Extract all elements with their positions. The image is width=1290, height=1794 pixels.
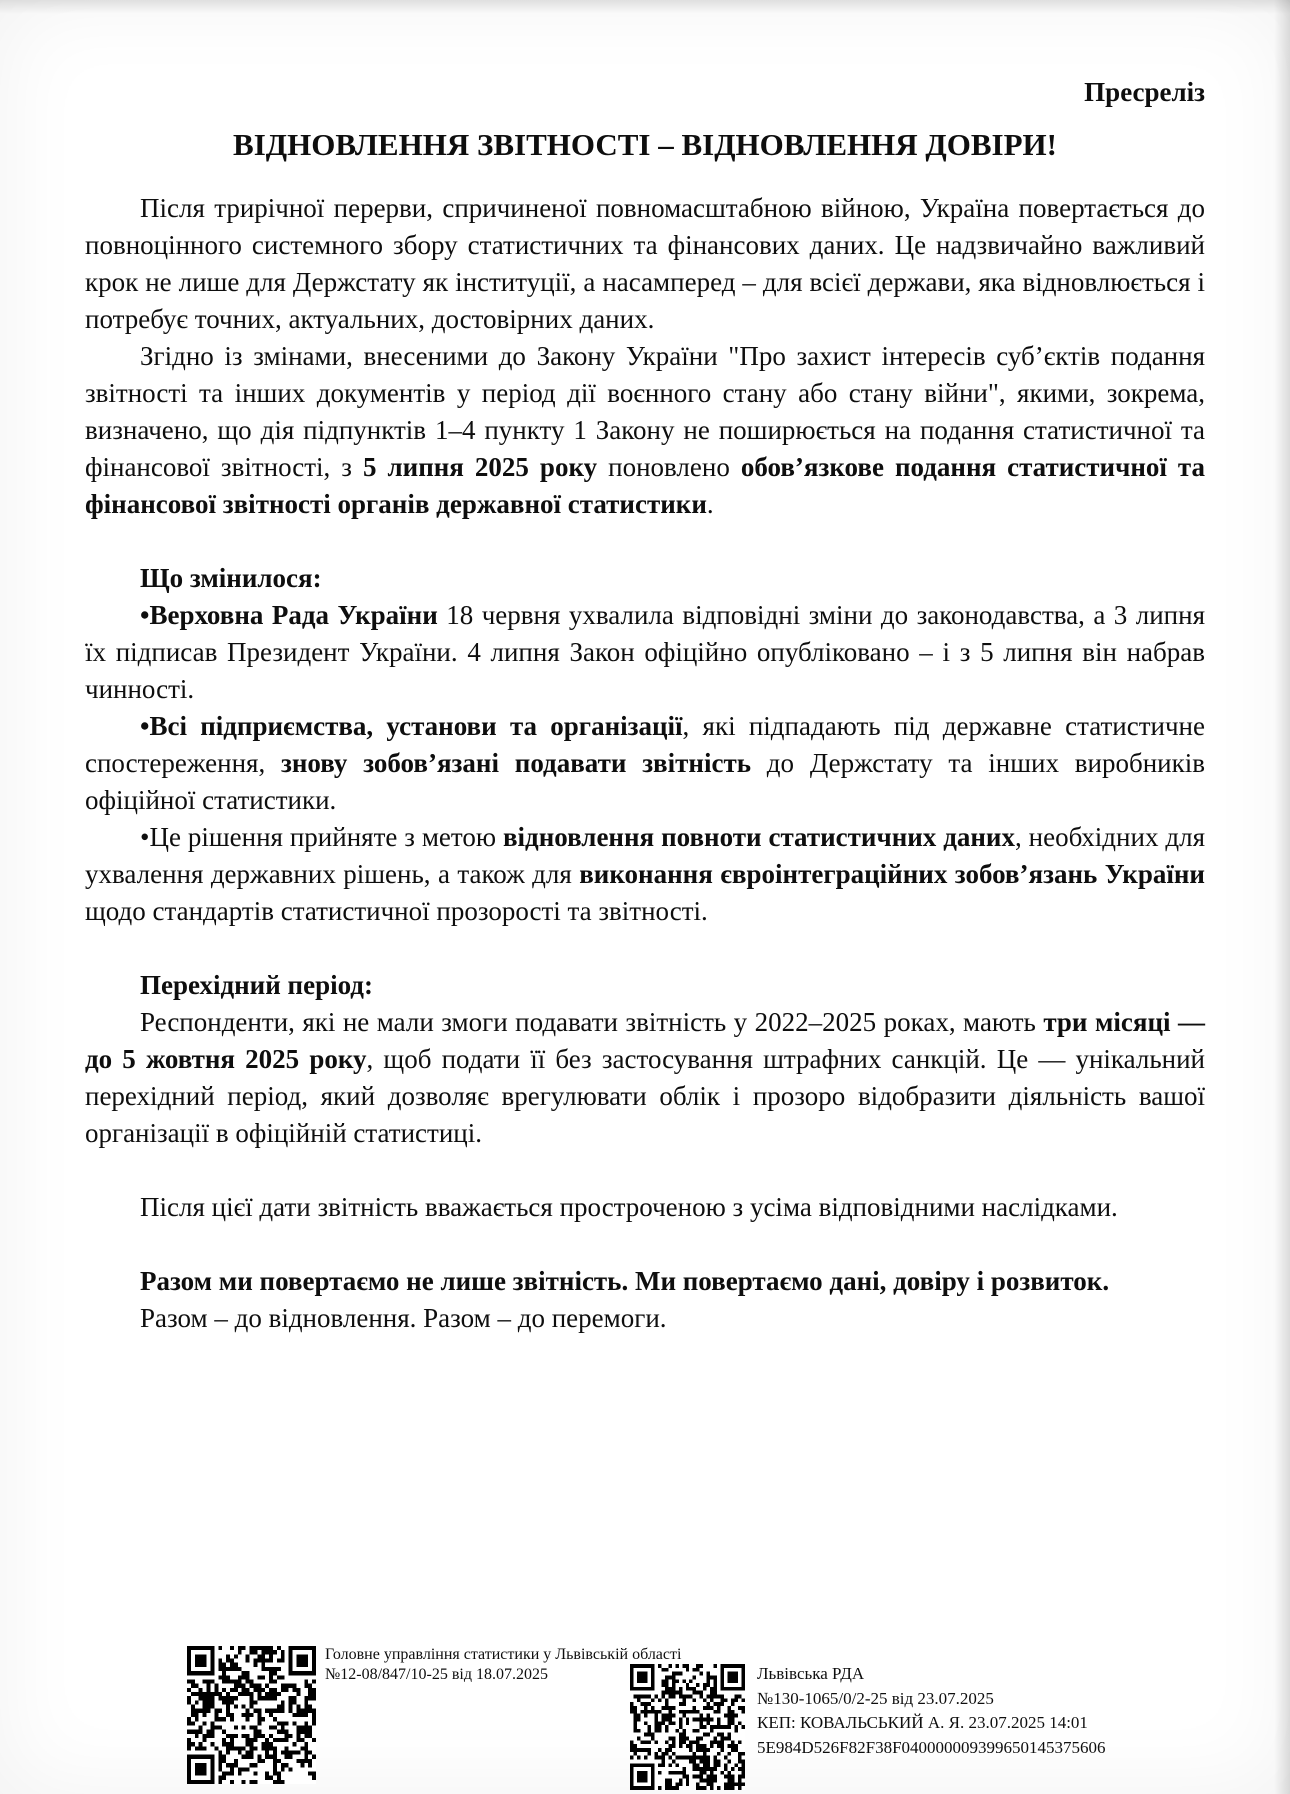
stamp-1-org: Головне управління статистики у Львівській області [325, 1646, 682, 1663]
stamp-2-text [757, 1662, 1106, 1760]
text-segment: •Всі підприємства, установи та організації [140, 711, 683, 741]
text-segment: знову зобов’язані подавати звітність [281, 748, 751, 778]
text-segment: •Верховна Рада України [140, 600, 438, 630]
text-segment: 5 липня 2025 року [362, 452, 598, 482]
paragraph [85, 1189, 1205, 1226]
text-segment: Перехідний період: [140, 970, 373, 1000]
qr-code-icon [630, 1664, 745, 1790]
bullet-item [85, 597, 1205, 708]
text-segment: Після цієї дати звітність вважається простроченою з усіма відповідними наслідками. [140, 1192, 1118, 1222]
text-segment: три місяці — до 5 жовтня 2025 року [85, 1007, 1205, 1074]
qr-code-icon [187, 1646, 316, 1784]
stamp-2-number: №130-1065/0/2-25 від 23.07.2025 [757, 1688, 994, 1708]
bullet-item [85, 708, 1205, 819]
text-segment: обов’язкове подання статистичної та фінансової звітності органів державної статистики [85, 452, 1205, 519]
stamp-2-kep: КЕП: КОВАЛЬСЬКИЙ А. Я. 23.07.2025 14:01 [757, 1713, 1088, 1732]
bullet-item [85, 819, 1205, 930]
text-segment: Разом ми повертаємо не лише звітність. Ми повертаємо дані, довіру і розвиток. [140, 1266, 1110, 1296]
text-segment: •Це рішення прийняте з метою [140, 822, 503, 852]
text-segment: поновлено [597, 452, 741, 482]
paragraph [85, 1300, 1205, 1337]
paragraph [85, 1263, 1205, 1300]
text-segment: . [706, 489, 714, 519]
press-release-label: Пресреліз [1084, 77, 1205, 107]
text-segment: до Держстату та інших виробників офіційної статистики. [85, 748, 1206, 815]
stamp-2-hash: 5E984D526F82F38F040000009399650145375606 [757, 1737, 1106, 1757]
document-body [85, 190, 1205, 1337]
paragraph [85, 1004, 1205, 1152]
stamp-1-text [325, 1645, 681, 1685]
text-segment: , необхідних для ухвалення державних рішень, а також для [85, 822, 1205, 889]
paragraph [85, 190, 1205, 338]
section-heading [85, 967, 1205, 1004]
text-segment: 18 червня ухвалила відповідні зміни до законодавства, а 3 липня їх підписав Президент України. 4 липня Закон офіційно опубліковано – і з 5 липня він набрав чинності. [85, 600, 1205, 704]
stamp-1-number: №12-08/847/10-25 від 18.07.2025 [325, 1666, 548, 1683]
text-segment: , щоб подати її без застосування штрафних санкцій. Це — унікальний перехідний період, який дозволяє врегулювати облік і прозоро відобразити діяльність вашої організації в офіційній статистиці. [85, 1044, 1206, 1148]
section-heading [85, 560, 1205, 597]
paragraph [85, 338, 1205, 523]
text-segment: виконання євроінтеграційних зобов’язань України [579, 859, 1205, 889]
text-segment: Згідно із змінами, внесеними до Закону України "Про захист інтересів суб’єктів подання звітності та інших документів у період дії воєнного стану або стану війни", якими, зокрема, визначено, що дія підпунктів 1–4 пункту 1 Закону не поширюється на подання статистичної та фінансової звітності, з [85, 341, 1205, 482]
text-segment: , які підпадають під державне статистичне спостереження, [85, 711, 1205, 778]
document-title: ВІДНОВЛЕННЯ ЗВІТНОСТІ – ВІДНОВЛЕННЯ ДОВІРИ! [233, 127, 1057, 162]
text-segment: щодо стандартів статистичної прозорості та звітності. [85, 896, 708, 926]
text-segment: Що змінилося: [140, 563, 322, 593]
text-segment: Після трирічної перерви, спричиненої повномасштабною війною, Україна повертається до повноцінного системного збору статистичних та фінансових даних. Це надзвичайно важливий крок не лише для Держстату як інституції, а насамперед – для всієї держави, яка відновлюється і потребує точних, актуальних, достовірних даних. [85, 193, 1205, 334]
text-segment: відновлення повноти статистичних даних [502, 822, 1015, 852]
stamp-2-org: Львівська РДА [757, 1664, 865, 1683]
text-segment: Респонденти, які не мали змоги подавати звітність у 2022–2025 роках, мають [140, 1007, 1044, 1037]
text-segment: Разом – до відновлення. Разом – до перемоги. [140, 1303, 667, 1333]
